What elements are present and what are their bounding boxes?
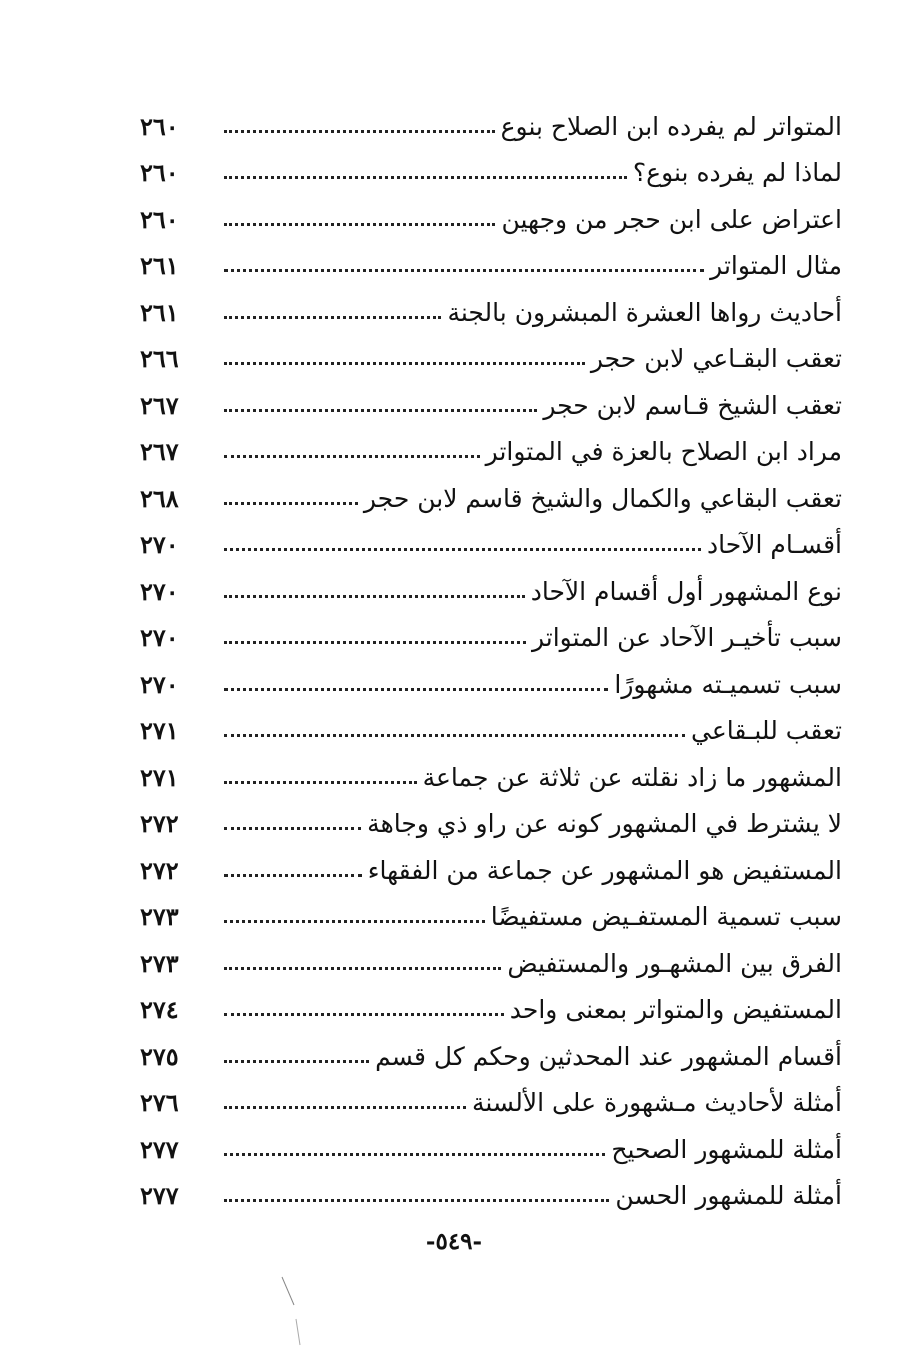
toc-entry-title: المستفيض هو المشهور عن جماعة من الفقهاء <box>367 855 842 885</box>
toc-entry-page: ٢٧٠ <box>140 530 179 560</box>
toc-entry-title: تعقب للبـقاعي <box>691 716 842 745</box>
toc-entry <box>140 886 842 933</box>
toc-entry-page: ٢٧٦ <box>140 1088 179 1118</box>
dot-leader <box>224 874 362 877</box>
toc-entry <box>140 560 842 607</box>
toc-entry-page: ٢٧٥ <box>140 1041 179 1071</box>
dot-leader <box>224 362 585 365</box>
dot-leader <box>224 1153 605 1156</box>
dot-leader <box>224 734 685 737</box>
dot-leader <box>224 688 608 691</box>
dot-leader <box>224 1199 609 1202</box>
toc-entry-page: ٢٧٢ <box>140 809 179 839</box>
toc-entry-title: أمثلة لأحاديث مـشهورة على الألسنة <box>471 1088 842 1117</box>
toc-entry-title: الفرق بين المشهـور والمستفيض <box>507 948 842 978</box>
toc-entry-title: المتواتر لم يفرده ابن الصلاح بنوع <box>500 111 842 141</box>
toc-entry-page: ٢٧٠ <box>140 669 179 699</box>
toc-entry-page: ٢٦٧ <box>140 390 179 420</box>
toc-entry-page: ٢٧٢ <box>140 855 179 885</box>
toc-entry-page: ٢٦٨ <box>140 483 179 513</box>
toc-entry-title: أقسـام الآحاد <box>707 530 842 559</box>
toc-entry-page: ٢٦٦ <box>140 344 179 374</box>
toc-entry-title: مراد ابن الصلاح بالعزة في المتواتر <box>485 437 842 466</box>
toc-entry <box>140 746 842 793</box>
dot-leader <box>224 920 485 923</box>
toc-entry <box>140 653 842 700</box>
toc-entry-page: ٢٦٠ <box>140 158 179 188</box>
toc-entry <box>140 979 842 1026</box>
toc-entry-page: ٢٦١ <box>140 297 179 327</box>
dot-leader <box>224 316 441 319</box>
dot-leader <box>224 641 526 644</box>
dot-leader <box>224 502 358 505</box>
dot-leader <box>224 1106 466 1109</box>
dot-leader <box>224 269 704 272</box>
toc-entry-page: ٢٦١ <box>140 251 179 281</box>
toc-entry-title: سبب تسميـته مشهورًا <box>614 669 842 699</box>
toc-entry <box>140 932 842 979</box>
toc-entry-title: سبب تأخيـر الآحاد عن المتواتر <box>531 623 842 652</box>
toc-entry-page: ٢٦٧ <box>140 437 179 467</box>
dot-leader <box>224 130 495 133</box>
toc-entry-page: ٢٧٠ <box>140 576 179 606</box>
toc-entry-page: ٢٧٧ <box>140 1181 179 1211</box>
toc-entry <box>140 1072 842 1119</box>
toc-entry-title: مثال المتواتر <box>710 251 842 280</box>
dot-leader <box>224 1013 504 1016</box>
dot-leader <box>224 176 627 179</box>
toc-entry <box>140 793 842 840</box>
scan-mark <box>280 1275 310 1355</box>
dot-leader <box>224 595 525 598</box>
toc-entry <box>140 374 842 421</box>
toc-entry-title: اعتراض على ابن حجر من وجهين <box>501 204 842 234</box>
toc-entry-page: ٢٧١ <box>140 762 179 792</box>
dot-leader <box>224 781 417 784</box>
toc-entry-page: ٢٧٤ <box>140 995 179 1025</box>
toc-entry-title: المستفيض والمتواتر بمعنى واحد <box>509 995 842 1024</box>
toc-entry-title: نوع المشهور أول أقسام الآحاد <box>530 576 842 606</box>
dot-leader <box>224 967 501 970</box>
toc-entry <box>140 1118 842 1165</box>
toc-entry-page: ٢٧٠ <box>140 623 179 653</box>
dot-leader <box>224 455 480 458</box>
toc-entry-page: ٢٦٠ <box>140 111 179 141</box>
toc-entry-page: ٢٧١ <box>140 716 179 746</box>
toc-entry-page: ٢٧٣ <box>140 948 179 978</box>
toc-entry <box>140 1025 842 1072</box>
toc-entry-page: ٢٦٠ <box>140 204 179 234</box>
toc-entry-title: أحاديث رواها العشرة المبشرون بالجنة <box>447 297 842 327</box>
dot-leader <box>224 827 361 830</box>
toc-entry-title: تعقب البقاعي والكمال والشيخ قاسم لابن حجر <box>363 483 842 513</box>
toc-entry-page: ٢٧٧ <box>140 1134 179 1164</box>
dot-leader <box>224 548 701 551</box>
toc-entry <box>140 421 842 468</box>
dot-leader <box>224 409 537 412</box>
toc-entry <box>140 839 842 886</box>
toc-entry-title: لا يشترط في المشهور كونه عن راو ذي وجاهة <box>367 809 842 838</box>
toc-entry-title: لماذا لم يفرده بنوع؟ <box>632 158 842 187</box>
table-of-contents <box>140 95 842 1211</box>
dot-leader <box>224 223 495 226</box>
toc-entry-title: سبب تسمية المستفـيض مستفيضًا <box>490 902 842 931</box>
toc-entry <box>140 607 842 654</box>
dot-leader <box>224 1060 369 1063</box>
toc-entry <box>140 281 842 328</box>
toc-entry-page: ٢٧٣ <box>140 902 179 932</box>
toc-entry <box>140 1165 842 1212</box>
toc-entry <box>140 328 842 375</box>
toc-entry <box>140 467 842 514</box>
toc-entry <box>140 514 842 561</box>
toc-entry <box>140 235 842 282</box>
page-number: -٥٤٩- <box>425 1228 483 1255</box>
toc-entry <box>140 700 842 747</box>
toc-entry-title: أقسام المشهور عند المحدثين وحكم كل قسم <box>375 1041 842 1071</box>
toc-entry-title: المشهور ما زاد نقلته عن ثلاثة عن جماعة <box>422 762 842 792</box>
toc-entry-title: تعقب الشيخ قـاسم لابن حجر <box>543 390 842 420</box>
toc-entry-title: تعقب البقـاعي لابن حجر <box>590 344 842 373</box>
toc-entry <box>140 188 842 235</box>
toc-entry <box>140 95 842 142</box>
toc-entry <box>140 142 842 189</box>
toc-entry-title: أمثلة للمشهور الحسن <box>615 1181 842 1210</box>
toc-entry-title: أمثلة للمشهور الصحيح <box>611 1134 842 1164</box>
